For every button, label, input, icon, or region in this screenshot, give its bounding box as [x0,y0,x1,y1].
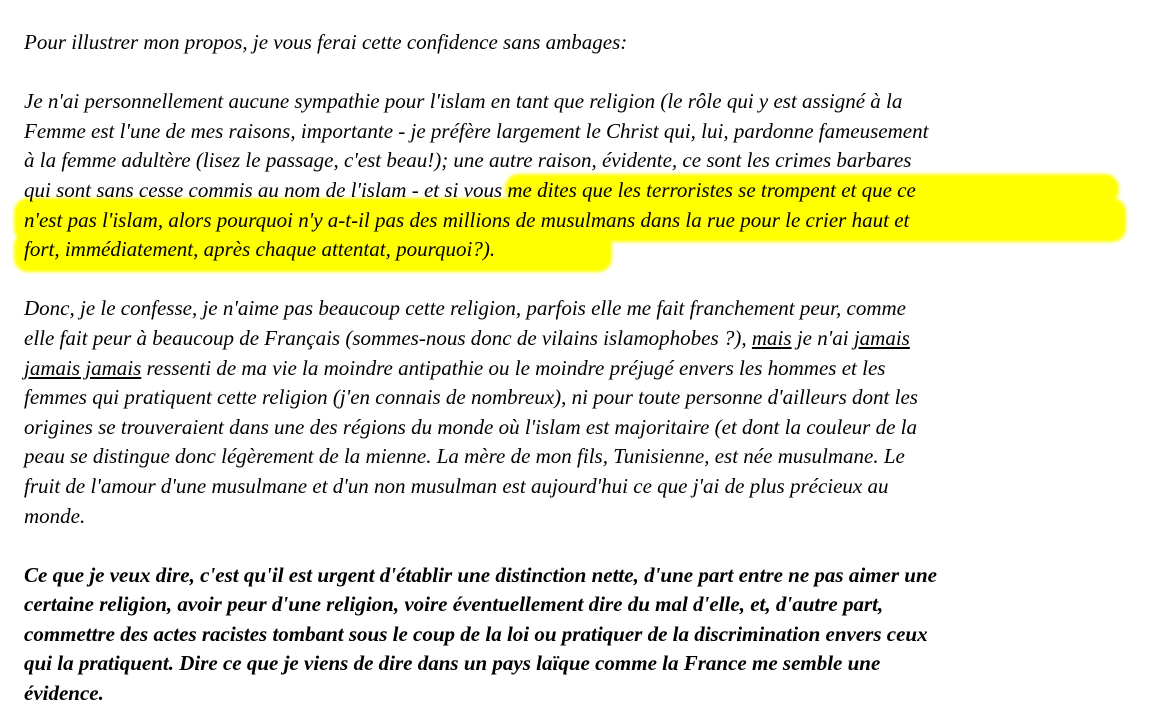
p2-line-2-b: je n'ai [791,325,854,350]
p1-line-4 [24,176,1149,206]
p1-line-1: Je n'ai personnellement aucune sympathie pour l'islam en tant que religion (le rôle qui y est assigné à la [24,89,903,114]
p3-line-1: Ce que je veux dire, c'est qu'il est urgent d'établir une distinction nette, d'une part entre ne pas aimer une [24,562,937,587]
p3-line-5: évidence. [24,681,104,706]
p2-line-1: Donc, je le confesse, je n'aime pas beaucoup cette religion, parfois elle me fait franchement peur, comme [24,296,906,321]
paragraph-gap [24,58,1149,88]
p3-line-3: commettre des actes racistes tombant sous le coup de la loi ou pratiquer de la discrimination envers ceux [24,621,928,646]
paragraph-gap [24,265,1149,295]
p2-line-3-rest: ressenti de ma vie la moindre antipathie ou le moindre préjugé envers les hommes et les [141,355,886,380]
p2-line-3 [24,354,1149,384]
paragraph-2 [24,294,1149,531]
paragraph-3-conclusion [24,561,1149,709]
p1-line-3: à la femme adultère (lisez le passage, c'est beau!); une autre raison, évidente, ce sont les crimes barbares [24,148,912,173]
p2-line-2-a: elle fait peur à beaucoup de Français (sommes-nous donc de vilains islamophobes ?), [24,325,752,350]
p2-line-5: origines se trouveraient dans une des régions du monde où l'islam est majoritaire (et dont la couleur de la [24,414,918,439]
p3-line-4: qui la pratiquent. Dire ce que je viens de dire dans un pays laïque comme la France me semble une [24,651,881,676]
underlined-jamais-2-3: jamais jamais [24,355,142,380]
p1-line-4-start: qui sont sans cesse commis au nom de l'islam - [24,177,424,202]
highlighted-text-1: et si vous me dites que les terroristes se trompent et que ce [423,177,916,202]
underlined-jamais-1: jamais [853,325,910,350]
highlighted-text-2: n'est pas l'islam, alors pourquoi n'y a-t-il pas des millions de musulmans dans la rue pour le crier haut et [24,207,910,232]
p2-line-4: femmes qui pratiquent cette religion (j'en connais de nombreux), ni pour toute personne d'ailleurs dont les [24,385,918,410]
paragraph-gap [24,531,1149,561]
p2-line-7: fruit de l'amour d'une musulmane et d'un non musulman est aujourd'hui ce que j'ai de plus précieux au [24,473,889,498]
underlined-mais: mais [751,325,792,350]
document-body [24,28,1149,709]
p1-line-2: Femme est l'une de mes raisons, importante - je préfère largement le Christ qui, lui, pardonne fameusement [24,118,929,143]
p2-line-6: peau se distingue donc légèrement de la mienne. La mère de mon fils, Tunisienne, est née musulmane. Le [24,444,905,469]
intro-paragraph: Pour illustrer mon propos, je vous ferai cette confidence sans ambages: [24,30,628,54]
highlighted-text-3: fort, immédiatement, après chaque attentat, pourquoi?). [24,237,496,262]
p2-line-2 [24,324,1149,354]
p3-line-2: certaine religion, avoir peur d'une religion, voire éventuellement dire du mal d'elle, et, d'autre part, [24,592,884,617]
paragraph-1 [24,87,1149,265]
p2-line-8: monde. [24,503,86,528]
